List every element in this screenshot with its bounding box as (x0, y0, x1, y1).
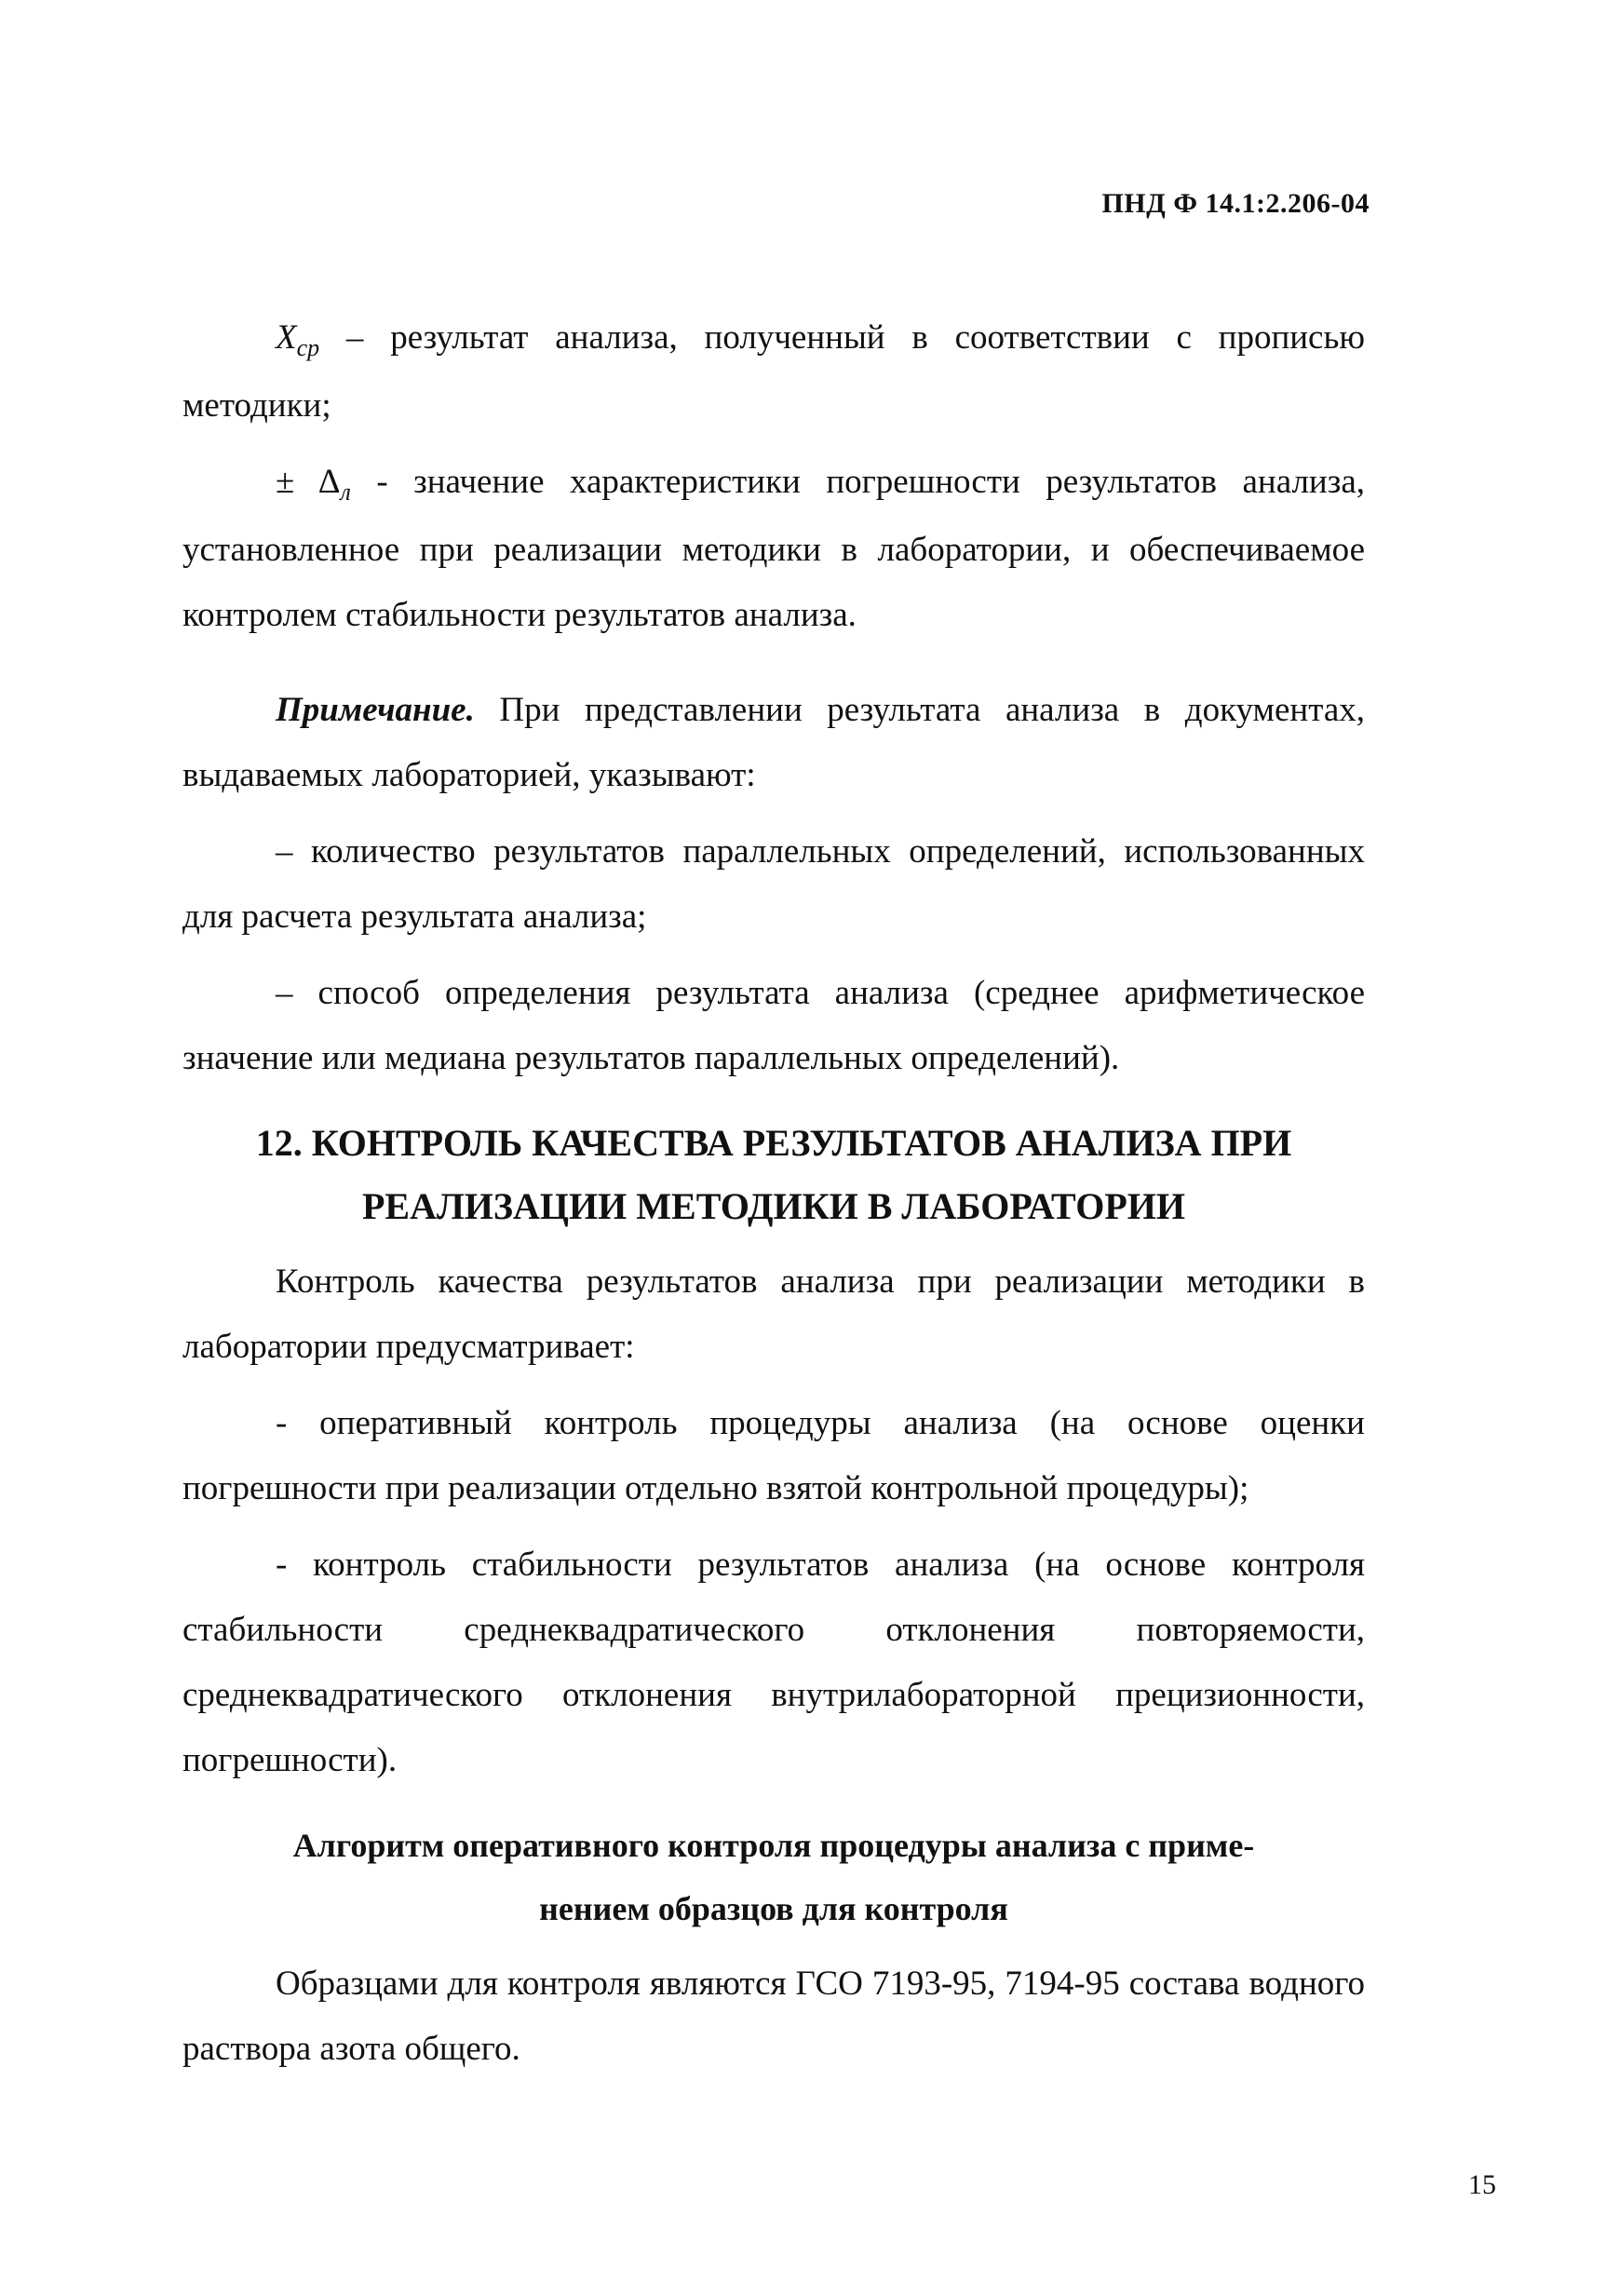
delta-symbol: ± Δ (276, 463, 341, 501)
xcp-definition-text: – результат анализа, полученный в соответствии с прописью методики; (182, 318, 1365, 425)
page-number: 15 (1468, 2169, 1496, 2200)
note-item-1: – количество результатов параллельных определений, использованных для расчета результата анализа; (182, 832, 1365, 936)
delta-definition-text: - значение характеристики погрешности результатов анализа, установленное при реализации методики в лаборатории, и обеспечиваемое контролем стабильности результатов анализа. (182, 463, 1365, 634)
algorithm-text: Образцами для контроля являются ГСО 7193-95, 7194-95 состава водного раствора азота общего. (182, 1965, 1365, 2068)
page-content (182, 305, 1365, 2082)
section-12-item-2: - контроль стабильности результатов анализа (на основе контроля стабильности среднеквадратического отклонения повторяемости, среднеквадратического отклонения внутрилабораторной прецизионности, погрешности). (182, 1546, 1365, 1779)
note-text: При представлении результата анализа в документах, выдаваемых лабораторией, указывают: (182, 691, 1365, 794)
note-paragraph (182, 678, 1365, 808)
section-12-heading-line-2: РЕАЛИЗАЦИИ МЕТОДИКИ В ЛАБОРАТОРИИ (362, 1185, 1185, 1227)
section-12-item-1: - оперативный контроль процедуры анализа (на основе оценки погрешности при реализации отдельно взятой контрольной процедуры); (182, 1404, 1365, 1507)
section-12-heading (182, 1112, 1365, 1238)
section-12-intro: Контроль качества результатов анализа при реализации методики в лаборатории предусматривает: (182, 1263, 1365, 1366)
algorithm-heading-line-1: Алгоритм оперативного контроля процедуры анализа с приме- (292, 1827, 1255, 1864)
xcp-subscript: ср (296, 334, 320, 361)
xcp-symbol: X (276, 318, 297, 357)
note-label: Примечание. (276, 691, 475, 729)
document-code: ПНД Ф 14.1:2.206-04 (1101, 188, 1370, 219)
delta-subscript: л (340, 479, 351, 506)
section-12-heading-line-1: 12. КОНТРОЛЬ КАЧЕСТВА РЕЗУЛЬТАТОВ АНАЛИЗА ПРИ (255, 1122, 1292, 1164)
note-item-2: – способ определения результата анализа (среднее арифметическое значение или медиана результатов параллельных определений). (182, 974, 1365, 1077)
definition-xcp (182, 305, 1365, 439)
definition-delta (182, 450, 1365, 648)
algorithm-heading (182, 1814, 1365, 1940)
algorithm-heading-line-2: нением образцов для контроля (539, 1890, 1008, 1927)
